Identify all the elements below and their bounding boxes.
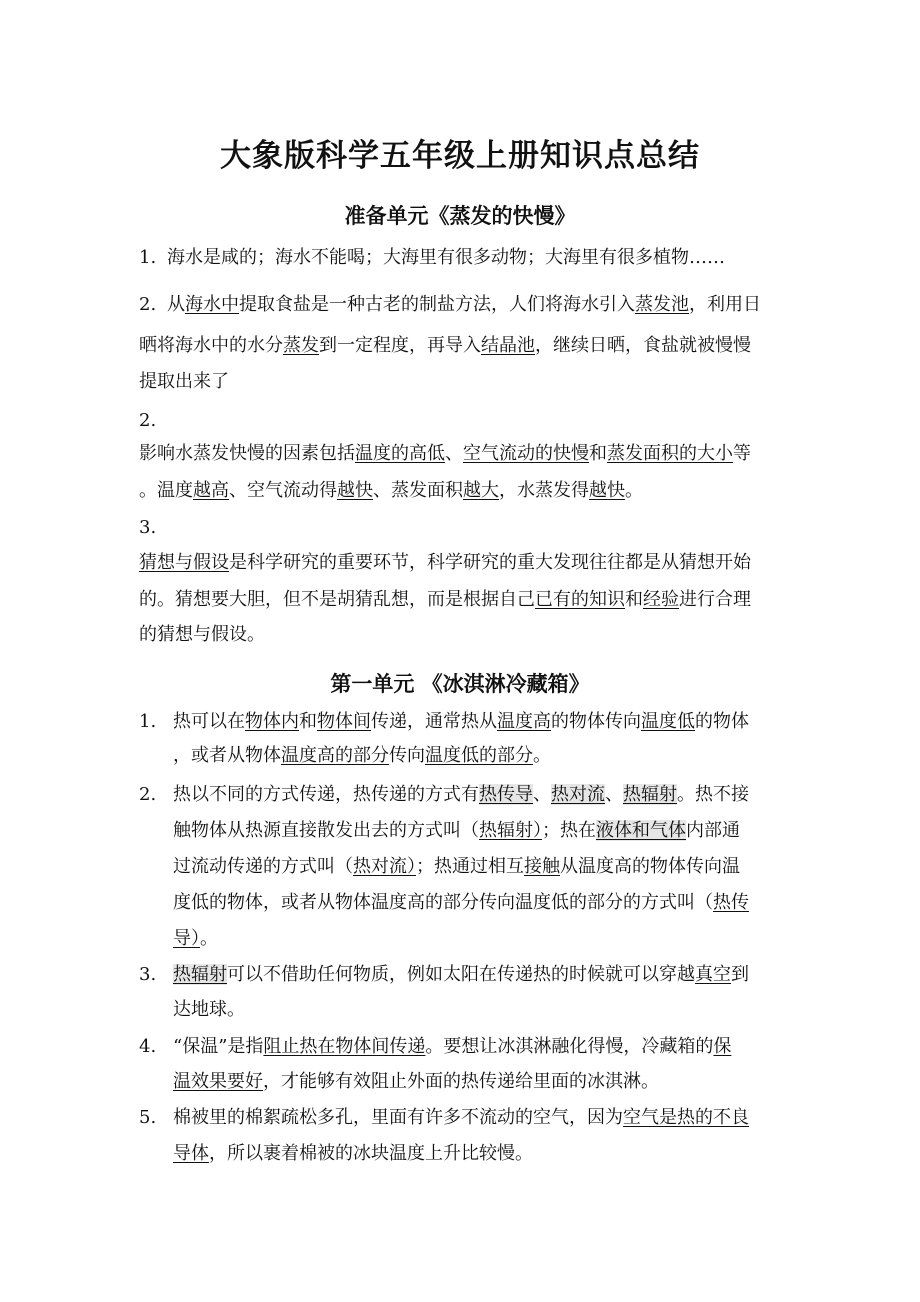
text-run: ，才能够有效阻止外面的热传递给里面的冰淇淋。 — [263, 1071, 659, 1092]
text-run: 、 — [445, 443, 463, 464]
text-run: ，利用日 — [689, 294, 761, 315]
paragraph-line — [139, 552, 751, 574]
paragraph-line — [173, 856, 740, 878]
key-term: 真空 — [695, 964, 731, 985]
paragraph-line — [173, 1071, 659, 1093]
paragraph-line — [139, 335, 751, 357]
text-run: 晒将海水中的水分 — [139, 335, 283, 356]
key-term: 海水中 — [185, 294, 239, 315]
key-term: 空气流动的快慢 — [463, 443, 589, 464]
paragraph-line — [139, 589, 751, 611]
key-term: 温效果要好 — [173, 1071, 263, 1092]
item-number: 1. — [139, 247, 157, 268]
highlighted-term: 液体和气体 — [596, 820, 686, 841]
paragraph-line — [173, 964, 749, 986]
text-run: 的物体 — [695, 711, 749, 732]
key-term: 温度的高低 — [355, 443, 445, 464]
key-term: 结晶池 — [481, 335, 535, 356]
text-run: 传递，通常热从 — [371, 711, 497, 732]
paragraph-line — [139, 443, 751, 465]
text-run: 和 — [625, 589, 643, 610]
key-term: 蒸发面积的大小 — [607, 443, 733, 464]
text-run: 。 — [200, 928, 218, 949]
paragraph-line — [173, 1143, 533, 1165]
key-term: 物体间 — [317, 711, 371, 732]
text-run: 。热不接 — [677, 784, 749, 805]
key-term: 保 — [713, 1036, 732, 1057]
text-run: 从 — [167, 294, 185, 315]
key-term: 导） — [173, 928, 200, 949]
paragraph-line: 海水是咸的；海水不能喝；大海里有很多动物；大海里有很多植物…… — [167, 247, 725, 268]
highlighted-term: 热辐射 — [173, 964, 227, 985]
key-term: 越大 — [463, 480, 499, 501]
text-run: ，或者从物体 — [173, 745, 281, 766]
text-run: ；热在 — [542, 820, 596, 841]
text-run: 棉被里的棉絮疏松多孔，里面有许多不流动的空气，因为 — [173, 1107, 623, 1128]
text-run: 可以不借助任何物质，例如太阳在传递热的时候就可以穿越 — [227, 964, 695, 985]
text-run: ，所以裹着棉被的冰块温度上升比较慢。 — [209, 1143, 533, 1164]
paragraph-line — [139, 480, 643, 502]
item-number: 2. — [139, 784, 157, 805]
highlighted-term: 热传导 — [479, 784, 533, 805]
key-term: 温度高的部分 — [281, 745, 389, 766]
paragraph-line — [173, 928, 218, 950]
item-number: 3. — [139, 964, 157, 985]
text-run: 和 — [589, 443, 607, 464]
highlighted-term: 热对流 — [551, 784, 605, 805]
key-term: 猜想与假设 — [139, 552, 229, 573]
text-run: 。 — [533, 745, 551, 766]
document-title: 大象版科学五年级上册知识点总结 — [220, 138, 700, 174]
key-term: 蒸发 — [283, 335, 319, 356]
key-term: 热辐射） — [479, 820, 542, 841]
text-run: 热以不同的方式传递，热传递的方式有 — [173, 784, 479, 805]
paragraph-line — [173, 892, 749, 914]
paragraph-line: 的猜想与假设。 — [139, 624, 265, 645]
text-run: 、 — [605, 784, 623, 805]
text-run: 影响水蒸发快慢的因素包括 — [139, 443, 355, 464]
key-term: 温度低的部分 — [425, 745, 533, 766]
text-run: 进行合理 — [679, 589, 751, 610]
paragraph-line: 达地球。 — [173, 999, 245, 1020]
key-term: 越快 — [337, 480, 373, 501]
text-run: 传向 — [389, 745, 425, 766]
paragraph-line — [173, 1107, 749, 1129]
text-run: 热可以在 — [173, 711, 245, 732]
text-run: 。要想让冰淇淋融化得慢，冷藏箱的 — [425, 1036, 714, 1057]
text-run: 、空气流动得 — [229, 480, 337, 501]
text-run: 触物体从热源直接散发出去的方式叫（ — [173, 820, 479, 841]
item-number: 2. — [139, 294, 157, 315]
text-run: 等 — [733, 443, 751, 464]
section-heading-unit-one: 第一单元 《冰淇淋冷藏箱》 — [330, 672, 590, 696]
text-run: 内部通 — [686, 820, 740, 841]
text-run: 提取食盐是一种古老的制盐方法，人们将海水引入 — [239, 294, 635, 315]
key-term: 越高 — [193, 480, 229, 501]
text-run: ；热通过相互 — [416, 856, 524, 877]
highlighted-term: 热辐射 — [623, 784, 677, 805]
text-run: 、蒸发面积 — [373, 480, 463, 501]
key-term: 导体 — [173, 1143, 209, 1164]
key-term: 越快 — [589, 480, 625, 501]
key-term: 温度高 — [497, 711, 551, 732]
text-run: 、 — [533, 784, 551, 805]
paragraph-line — [173, 711, 749, 733]
key-term: 温度低 — [641, 711, 695, 732]
paragraph-line — [173, 784, 749, 806]
text-run: 是科学研究的重要环节，科学研究的重大发现往往都是从猜想开始 — [229, 552, 751, 573]
text-run: 度低的物体，或者从物体温度高的部分传向温度低的部分的方式叫（ — [173, 892, 713, 913]
key-term: 蒸发池 — [635, 294, 689, 315]
text-run: 到 — [731, 964, 749, 985]
paragraph-line — [173, 1036, 731, 1058]
item-number: 3. — [139, 517, 157, 538]
key-term: 已有的知识 — [535, 589, 625, 610]
paragraph-line — [167, 294, 761, 316]
key-term: 空气是热的不良 — [623, 1107, 749, 1128]
key-term: 热对流） — [353, 856, 416, 877]
text-run: 和 — [299, 711, 317, 732]
item-number: 1. — [139, 711, 157, 732]
item-number: 5. — [139, 1107, 157, 1128]
text-run: 。 — [625, 480, 643, 501]
text-run: ，继续日晒，食盐就被慢慢 — [535, 335, 751, 356]
key-term: 阻止热在物体间传递 — [263, 1036, 426, 1057]
text-run: 的。猜想要大胆，但不是胡猜乱想，而是根据自己 — [139, 589, 535, 610]
paragraph-line — [173, 820, 740, 842]
text-run: 从温度高的物体传向温 — [560, 856, 740, 877]
text-run: 的物体传向 — [551, 711, 641, 732]
paragraph-line — [173, 745, 551, 767]
section-heading-prep: 准备单元《蒸发的快慢》 — [344, 204, 576, 228]
item-number: 2. — [139, 410, 157, 431]
text-run: “保温”是指 — [173, 1036, 264, 1057]
text-run: 过流动传递的方式叫（ — [173, 856, 353, 877]
text-run: ，水蒸发得 — [499, 480, 589, 501]
item-number: 4. — [139, 1036, 157, 1057]
paragraph-line: 提取出来了 — [139, 371, 229, 392]
key-term: 物体内 — [245, 711, 299, 732]
text-run: 到一定程度，再导入 — [319, 335, 481, 356]
key-term: 热传 — [713, 892, 749, 913]
key-term: 接触 — [524, 856, 560, 877]
key-term: 经验 — [643, 589, 679, 610]
text-run: 。温度 — [139, 480, 193, 501]
